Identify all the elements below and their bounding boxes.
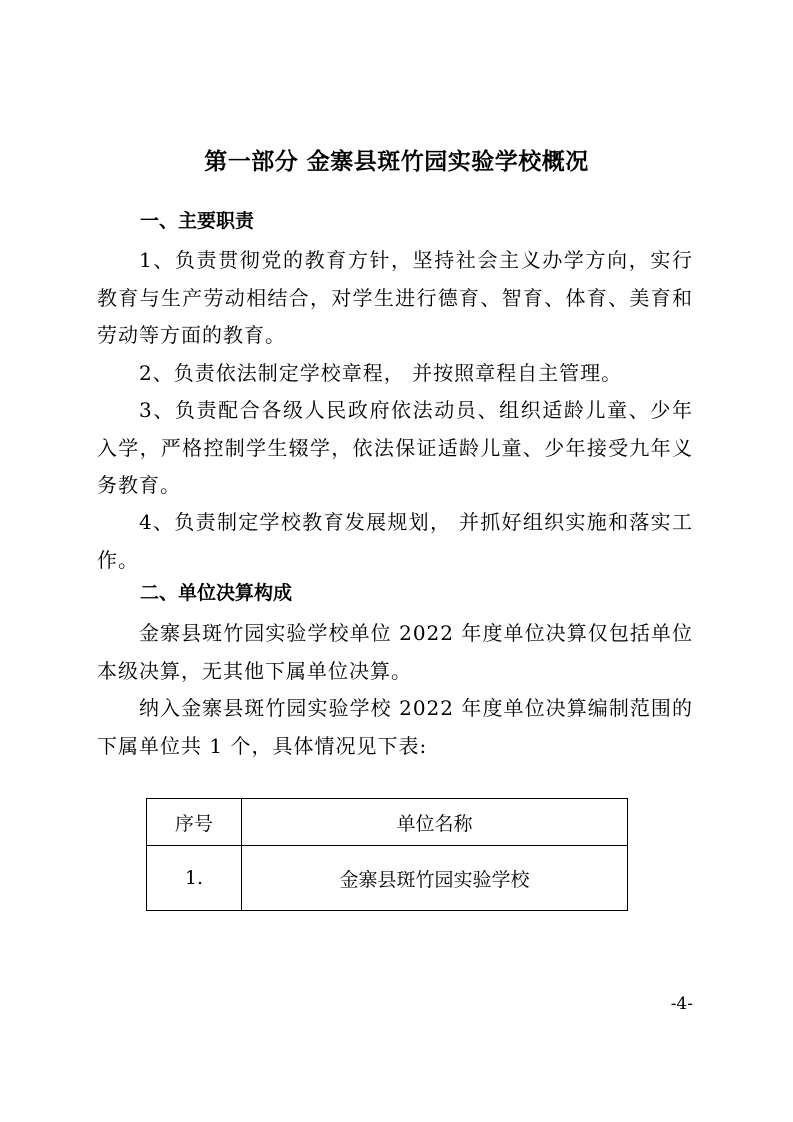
table-row: [147, 846, 628, 911]
subordinate-units-table: [146, 798, 628, 911]
section-heading-composition: 二、单位决算构成: [140, 582, 293, 604]
section-heading-responsibilities: 一、主要职责: [140, 210, 255, 232]
composition-paragraph-2: 纳入金寨县斑竹园实验学校 2022 年度单位决算编制范围的下属单位共 1 个，具体情况见下表:: [97, 696, 693, 758]
table-header-row: [147, 799, 628, 846]
page-number: -4-: [670, 994, 693, 1014]
responsibility-item-2: 2、负责依法制定学校章程， 并按照章程自主管理。: [139, 361, 623, 385]
table-cell-unit-name: 金寨县斑竹园实验学校: [242, 846, 628, 911]
responsibility-item-1: 1、负责贯彻党的教育方针，坚持社会主义办学方向，实行教育与生产劳动相结合，对学生进行德育、智育、体育、美育和劳动等方面的教育。: [97, 248, 693, 347]
table-header-unit-name: 单位名称: [242, 799, 628, 846]
table-header-index: 序号: [147, 799, 242, 846]
responsibility-item-4: 4、负责制定学校教育发展规划， 并抓好组织实施和落实工作。: [97, 510, 693, 572]
page-title: 第一部分 金寨县斑竹园实验学校概况: [204, 149, 589, 175]
composition-paragraph-1: 金寨县斑竹园实验学校单位 2022 年度单位决算仅包括单位本级决算，无其他下属单位决算。: [97, 621, 693, 683]
table-cell-index: 1.: [147, 846, 242, 911]
responsibility-item-3: 3、负责配合各级人民政府依法动员、组织适龄儿童、少年入学，严格控制学生辍学，依法保证适龄儿童、少年接受九年义务教育。: [97, 398, 693, 497]
